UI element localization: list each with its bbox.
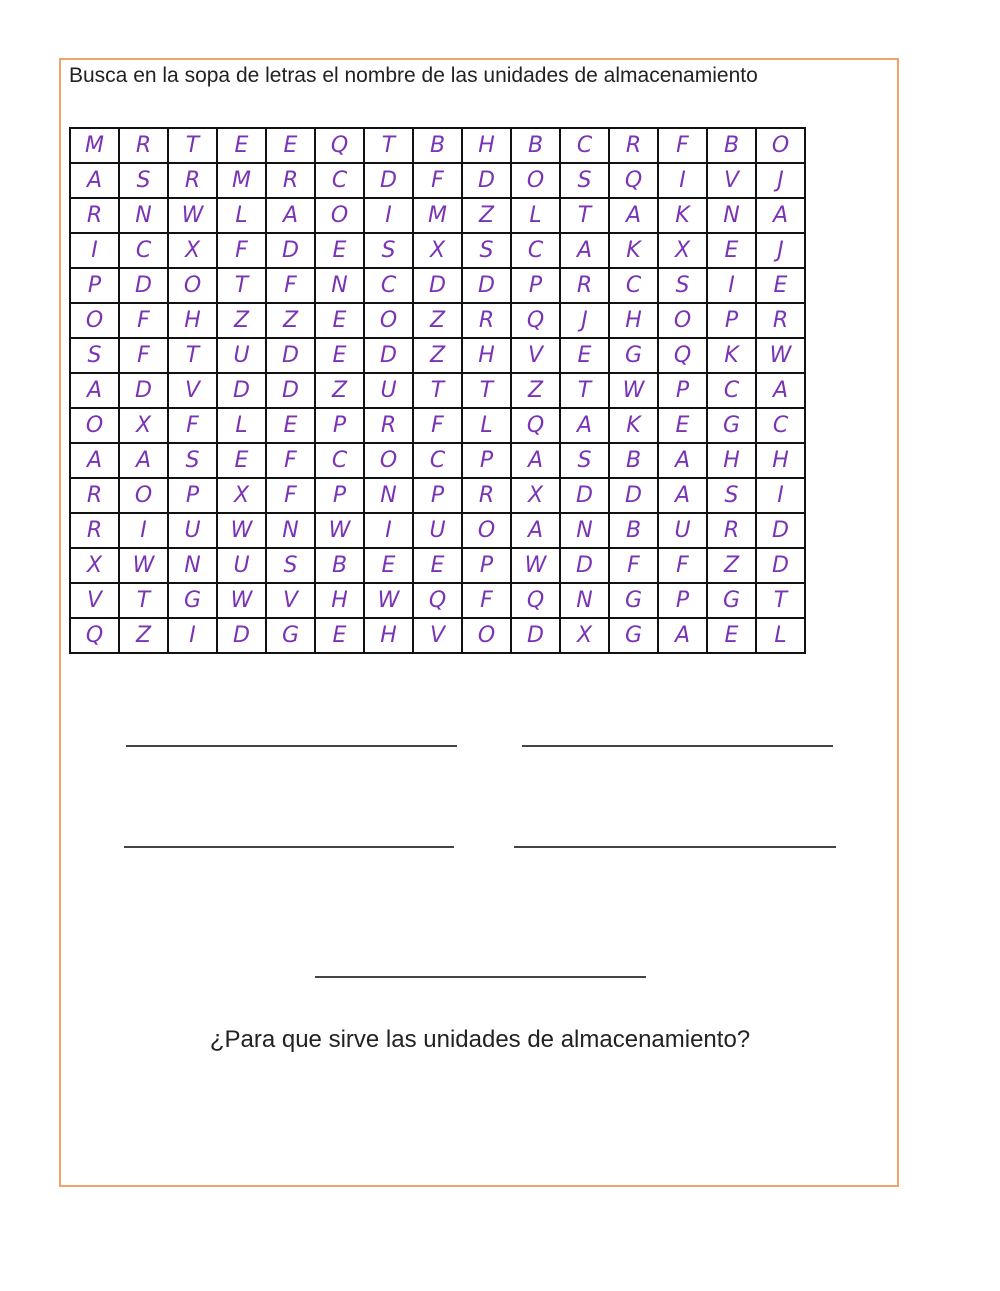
grid-cell[interactable]: C — [707, 373, 756, 408]
grid-row — [70, 513, 805, 548]
grid-cell[interactable]: F — [119, 338, 168, 373]
grid-cell[interactable]: C — [560, 128, 609, 163]
grid-cell[interactable]: A — [560, 408, 609, 443]
grid-cell[interactable]: W — [217, 583, 266, 618]
grid-cell[interactable]: A — [658, 443, 707, 478]
grid-row — [70, 198, 805, 233]
grid-cell[interactable]: G — [609, 618, 658, 653]
grid-cell[interactable]: L — [217, 198, 266, 233]
grid-cell[interactable]: O — [70, 303, 119, 338]
grid-cell[interactable]: I — [707, 268, 756, 303]
grid-cell[interactable]: X — [560, 618, 609, 653]
grid-cell[interactable]: Z — [511, 373, 560, 408]
grid-cell[interactable]: D — [462, 268, 511, 303]
word-search-grid — [69, 127, 806, 654]
grid-cell[interactable]: C — [413, 443, 462, 478]
grid-cell[interactable]: T — [168, 128, 217, 163]
grid-row — [70, 128, 805, 163]
grid-cell[interactable]: V — [707, 163, 756, 198]
grid-cell[interactable]: C — [119, 233, 168, 268]
grid-cell[interactable]: P — [658, 373, 707, 408]
grid-cell[interactable]: T — [462, 373, 511, 408]
grid-row — [70, 373, 805, 408]
grid-row — [70, 618, 805, 653]
grid-cell[interactable]: N — [560, 513, 609, 548]
grid-cell[interactable]: B — [609, 513, 658, 548]
grid-cell[interactable]: R — [707, 513, 756, 548]
grid-cell[interactable]: S — [119, 163, 168, 198]
grid-cell[interactable]: W — [168, 198, 217, 233]
grid-cell[interactable]: W — [217, 513, 266, 548]
grid-cell[interactable]: T — [413, 373, 462, 408]
grid-cell[interactable]: R — [364, 408, 413, 443]
grid-cell[interactable]: T — [560, 198, 609, 233]
grid-cell[interactable]: E — [266, 128, 315, 163]
grid-cell[interactable]: A — [560, 233, 609, 268]
grid-cell[interactable]: A — [756, 373, 805, 408]
grid-cell[interactable]: S — [168, 443, 217, 478]
grid-cell[interactable]: S — [560, 163, 609, 198]
grid-cell[interactable]: V — [168, 373, 217, 408]
grid-cell[interactable]: X — [119, 408, 168, 443]
grid-cell[interactable]: D — [560, 548, 609, 583]
grid-cell[interactable]: U — [217, 548, 266, 583]
answer-line-3[interactable] — [124, 846, 454, 848]
grid-cell[interactable]: D — [217, 618, 266, 653]
grid-cell[interactable]: K — [609, 408, 658, 443]
grid-cell[interactable]: E — [413, 548, 462, 583]
grid-cell[interactable]: P — [70, 268, 119, 303]
grid-cell[interactable]: W — [119, 548, 168, 583]
grid-cell[interactable]: S — [707, 478, 756, 513]
grid-cell[interactable]: C — [511, 233, 560, 268]
grid-cell[interactable]: R — [560, 268, 609, 303]
grid-cell[interactable]: Z — [217, 303, 266, 338]
grid-cell[interactable]: H — [756, 443, 805, 478]
grid-cell[interactable]: Z — [315, 373, 364, 408]
grid-cell[interactable]: H — [609, 303, 658, 338]
grid-cell[interactable]: H — [707, 443, 756, 478]
grid-cell[interactable]: R — [462, 478, 511, 513]
grid-cell[interactable]: E — [266, 408, 315, 443]
grid-row — [70, 163, 805, 198]
grid-cell[interactable]: H — [462, 128, 511, 163]
grid-cell[interactable]: F — [266, 478, 315, 513]
grid-cell[interactable]: D — [364, 338, 413, 373]
grid-cell[interactable]: T — [119, 583, 168, 618]
grid-cell[interactable]: W — [511, 548, 560, 583]
grid-cell[interactable]: Q — [315, 128, 364, 163]
grid-cell[interactable]: D — [266, 338, 315, 373]
grid-cell[interactable]: E — [707, 618, 756, 653]
grid-cell[interactable]: B — [413, 128, 462, 163]
grid-cell[interactable]: O — [315, 198, 364, 233]
question-text: ¿Para que sirve las unidades de almacenamiento? — [209, 1026, 751, 1053]
grid-cell[interactable]: M — [413, 198, 462, 233]
grid-row — [70, 478, 805, 513]
grid-cell[interactable]: O — [70, 408, 119, 443]
grid-row — [70, 338, 805, 373]
grid-cell[interactable]: F — [658, 128, 707, 163]
answer-line-5[interactable] — [315, 976, 646, 978]
grid-row — [70, 233, 805, 268]
grid-cell[interactable]: D — [364, 163, 413, 198]
grid-cell[interactable]: R — [70, 478, 119, 513]
grid-cell[interactable]: X — [413, 233, 462, 268]
grid-cell[interactable]: Z — [413, 338, 462, 373]
grid-cell[interactable]: F — [462, 583, 511, 618]
grid-cell[interactable]: G — [609, 338, 658, 373]
grid-cell[interactable]: R — [119, 128, 168, 163]
grid-cell[interactable]: B — [707, 128, 756, 163]
grid-cell[interactable]: G — [266, 618, 315, 653]
grid-cell[interactable]: T — [756, 583, 805, 618]
grid-cell[interactable]: Q — [511, 303, 560, 338]
grid-cell[interactable]: P — [707, 303, 756, 338]
grid-cell[interactable]: E — [658, 408, 707, 443]
grid-cell[interactable]: W — [609, 373, 658, 408]
grid-cell[interactable]: E — [707, 233, 756, 268]
grid-cell[interactable]: G — [609, 583, 658, 618]
grid-cell[interactable]: K — [707, 338, 756, 373]
grid-cell[interactable]: Z — [707, 548, 756, 583]
grid-cell[interactable]: N — [560, 583, 609, 618]
grid-cell[interactable]: X — [511, 478, 560, 513]
grid-cell[interactable]: P — [511, 268, 560, 303]
grid-cell[interactable]: A — [658, 478, 707, 513]
grid-cell[interactable]: M — [70, 128, 119, 163]
grid-cell[interactable]: T — [168, 338, 217, 373]
grid-cell[interactable]: N — [168, 548, 217, 583]
grid-cell[interactable]: S — [462, 233, 511, 268]
grid-cell[interactable]: G — [707, 408, 756, 443]
grid-cell[interactable]: I — [168, 618, 217, 653]
grid-cell[interactable]: P — [168, 478, 217, 513]
grid-cell[interactable]: C — [756, 408, 805, 443]
grid-cell[interactable]: O — [756, 128, 805, 163]
grid-cell[interactable]: V — [511, 338, 560, 373]
grid-cell[interactable]: A — [658, 618, 707, 653]
grid-cell[interactable]: O — [658, 303, 707, 338]
grid-cell[interactable]: D — [560, 478, 609, 513]
grid-cell[interactable]: S — [364, 233, 413, 268]
grid-cell[interactable]: P — [462, 548, 511, 583]
grid-cell[interactable]: K — [609, 233, 658, 268]
grid-cell[interactable]: O — [119, 478, 168, 513]
grid-cell[interactable]: J — [756, 163, 805, 198]
grid-cell[interactable]: I — [756, 478, 805, 513]
grid-cell[interactable]: C — [609, 268, 658, 303]
grid-cell[interactable]: D — [462, 163, 511, 198]
grid-row — [70, 548, 805, 583]
grid-cell[interactable]: J — [560, 303, 609, 338]
grid-cell[interactable]: J — [756, 233, 805, 268]
grid-cell[interactable]: U — [658, 513, 707, 548]
grid-cell[interactable]: E — [315, 233, 364, 268]
grid-cell[interactable]: F — [413, 163, 462, 198]
grid-cell[interactable]: Q — [609, 163, 658, 198]
grid-cell[interactable]: V — [266, 583, 315, 618]
grid-cell[interactable]: I — [658, 163, 707, 198]
grid-cell[interactable]: F — [168, 408, 217, 443]
grid-cell[interactable]: S — [658, 268, 707, 303]
grid-cell[interactable]: I — [119, 513, 168, 548]
grid-cell[interactable]: B — [315, 548, 364, 583]
grid-cell[interactable]: R — [266, 163, 315, 198]
grid-cell[interactable]: L — [756, 618, 805, 653]
grid-cell[interactable]: D — [266, 373, 315, 408]
grid-cell[interactable]: U — [413, 513, 462, 548]
grid-cell[interactable]: A — [511, 443, 560, 478]
grid-row — [70, 408, 805, 443]
grid-cell[interactable]: T — [364, 128, 413, 163]
grid-cell[interactable]: N — [119, 198, 168, 233]
grid-cell[interactable]: N — [364, 478, 413, 513]
grid-cell[interactable]: D — [413, 268, 462, 303]
grid-cell[interactable]: R — [70, 198, 119, 233]
grid-cell[interactable]: W — [364, 583, 413, 618]
grid-cell[interactable]: D — [266, 233, 315, 268]
grid-cell[interactable]: R — [756, 303, 805, 338]
grid-cell[interactable]: H — [364, 618, 413, 653]
grid-cell[interactable]: W — [756, 338, 805, 373]
grid-cell[interactable]: R — [70, 513, 119, 548]
grid-cell[interactable]: P — [413, 478, 462, 513]
grid-cell[interactable]: M — [217, 163, 266, 198]
grid-cell[interactable]: P — [315, 408, 364, 443]
grid-cell[interactable]: D — [756, 513, 805, 548]
grid-cell[interactable]: D — [609, 478, 658, 513]
grid-cell[interactable]: C — [315, 443, 364, 478]
grid-cell[interactable]: X — [217, 478, 266, 513]
grid-cell[interactable]: R — [609, 128, 658, 163]
grid-cell[interactable]: D — [119, 373, 168, 408]
grid-cell[interactable]: I — [364, 513, 413, 548]
grid-cell[interactable]: O — [364, 443, 413, 478]
grid-cell[interactable]: E — [217, 443, 266, 478]
grid-cell[interactable]: T — [560, 373, 609, 408]
grid-cell[interactable]: H — [168, 303, 217, 338]
grid-cell[interactable]: H — [462, 338, 511, 373]
grid-cell[interactable]: L — [217, 408, 266, 443]
grid-cell[interactable]: O — [364, 303, 413, 338]
grid-cell[interactable]: X — [70, 548, 119, 583]
grid-cell[interactable]: N — [315, 268, 364, 303]
grid-cell[interactable]: F — [119, 303, 168, 338]
grid-cell[interactable]: A — [609, 198, 658, 233]
grid-cell[interactable]: B — [511, 128, 560, 163]
grid-cell[interactable]: E — [315, 618, 364, 653]
grid-cell[interactable]: F — [658, 548, 707, 583]
grid-cell[interactable]: Z — [413, 303, 462, 338]
grid-cell[interactable]: O — [462, 513, 511, 548]
grid-cell[interactable]: Z — [119, 618, 168, 653]
grid-cell[interactable]: G — [168, 583, 217, 618]
grid-cell[interactable]: V — [413, 618, 462, 653]
grid-cell[interactable]: A — [756, 198, 805, 233]
grid-cell[interactable]: S — [70, 338, 119, 373]
grid-cell[interactable]: A — [511, 513, 560, 548]
grid-cell[interactable]: T — [217, 268, 266, 303]
grid-cell[interactable]: L — [511, 198, 560, 233]
grid-cell[interactable]: Q — [511, 583, 560, 618]
grid-cell[interactable]: W — [315, 513, 364, 548]
grid-cell[interactable]: C — [364, 268, 413, 303]
grid-cell[interactable]: X — [658, 233, 707, 268]
grid-cell[interactable]: Q — [413, 583, 462, 618]
grid-cell[interactable]: E — [560, 338, 609, 373]
grid-cell[interactable]: P — [462, 443, 511, 478]
grid-cell[interactable]: F — [266, 443, 315, 478]
grid-cell[interactable]: H — [315, 583, 364, 618]
grid-cell[interactable]: E — [756, 268, 805, 303]
grid-cell[interactable]: Z — [462, 198, 511, 233]
grid-cell[interactable]: E — [315, 303, 364, 338]
grid-cell[interactable]: A — [70, 373, 119, 408]
grid-cell[interactable]: N — [266, 513, 315, 548]
grid-row — [70, 303, 805, 338]
grid-cell[interactable]: Z — [266, 303, 315, 338]
grid-cell[interactable]: U — [168, 513, 217, 548]
grid-cell[interactable]: L — [462, 408, 511, 443]
grid-cell[interactable]: F — [217, 233, 266, 268]
grid-cell[interactable]: F — [266, 268, 315, 303]
grid-cell[interactable]: E — [364, 548, 413, 583]
grid-row — [70, 443, 805, 478]
grid-cell[interactable]: B — [609, 443, 658, 478]
grid-cell[interactable]: O — [462, 618, 511, 653]
grid-cell[interactable]: D — [511, 618, 560, 653]
grid-cell[interactable]: E — [315, 338, 364, 373]
grid-cell[interactable]: Q — [511, 408, 560, 443]
grid-cell[interactable]: G — [707, 583, 756, 618]
answer-line-4[interactable] — [514, 846, 836, 848]
grid-cell[interactable]: Q — [658, 338, 707, 373]
grid-cell[interactable]: D — [217, 373, 266, 408]
grid-cell[interactable]: D — [119, 268, 168, 303]
grid-cell[interactable]: D — [756, 548, 805, 583]
grid-cell[interactable]: S — [266, 548, 315, 583]
grid-row — [70, 268, 805, 303]
instructions-text: Busca en la sopa de letras el nombre de las unidades de almacenamiento — [69, 64, 758, 87]
grid-cell[interactable]: A — [70, 163, 119, 198]
grid-cell[interactable]: R — [462, 303, 511, 338]
grid-cell[interactable]: Q — [70, 618, 119, 653]
grid-cell[interactable]: X — [168, 233, 217, 268]
grid-cell[interactable]: P — [315, 478, 364, 513]
grid-cell[interactable]: F — [609, 548, 658, 583]
grid-cell[interactable]: A — [70, 443, 119, 478]
grid-cell[interactable]: V — [70, 583, 119, 618]
grid-cell[interactable]: I — [70, 233, 119, 268]
grid-cell[interactable]: S — [560, 443, 609, 478]
grid-cell[interactable]: K — [658, 198, 707, 233]
grid-cell[interactable]: N — [707, 198, 756, 233]
grid-cell[interactable]: C — [315, 163, 364, 198]
grid-cell[interactable]: R — [168, 163, 217, 198]
answer-line-2[interactable] — [522, 745, 833, 747]
grid-cell[interactable]: I — [364, 198, 413, 233]
grid-cell[interactable]: O — [168, 268, 217, 303]
grid-cell[interactable]: A — [119, 443, 168, 478]
answer-line-1[interactable] — [126, 745, 457, 747]
grid-cell[interactable]: U — [364, 373, 413, 408]
grid-cell[interactable]: F — [413, 408, 462, 443]
grid-cell[interactable]: E — [217, 128, 266, 163]
grid-row — [70, 583, 805, 618]
grid-cell[interactable]: O — [511, 163, 560, 198]
grid-cell[interactable]: U — [217, 338, 266, 373]
grid-cell[interactable]: A — [266, 198, 315, 233]
grid-cell[interactable]: P — [658, 583, 707, 618]
